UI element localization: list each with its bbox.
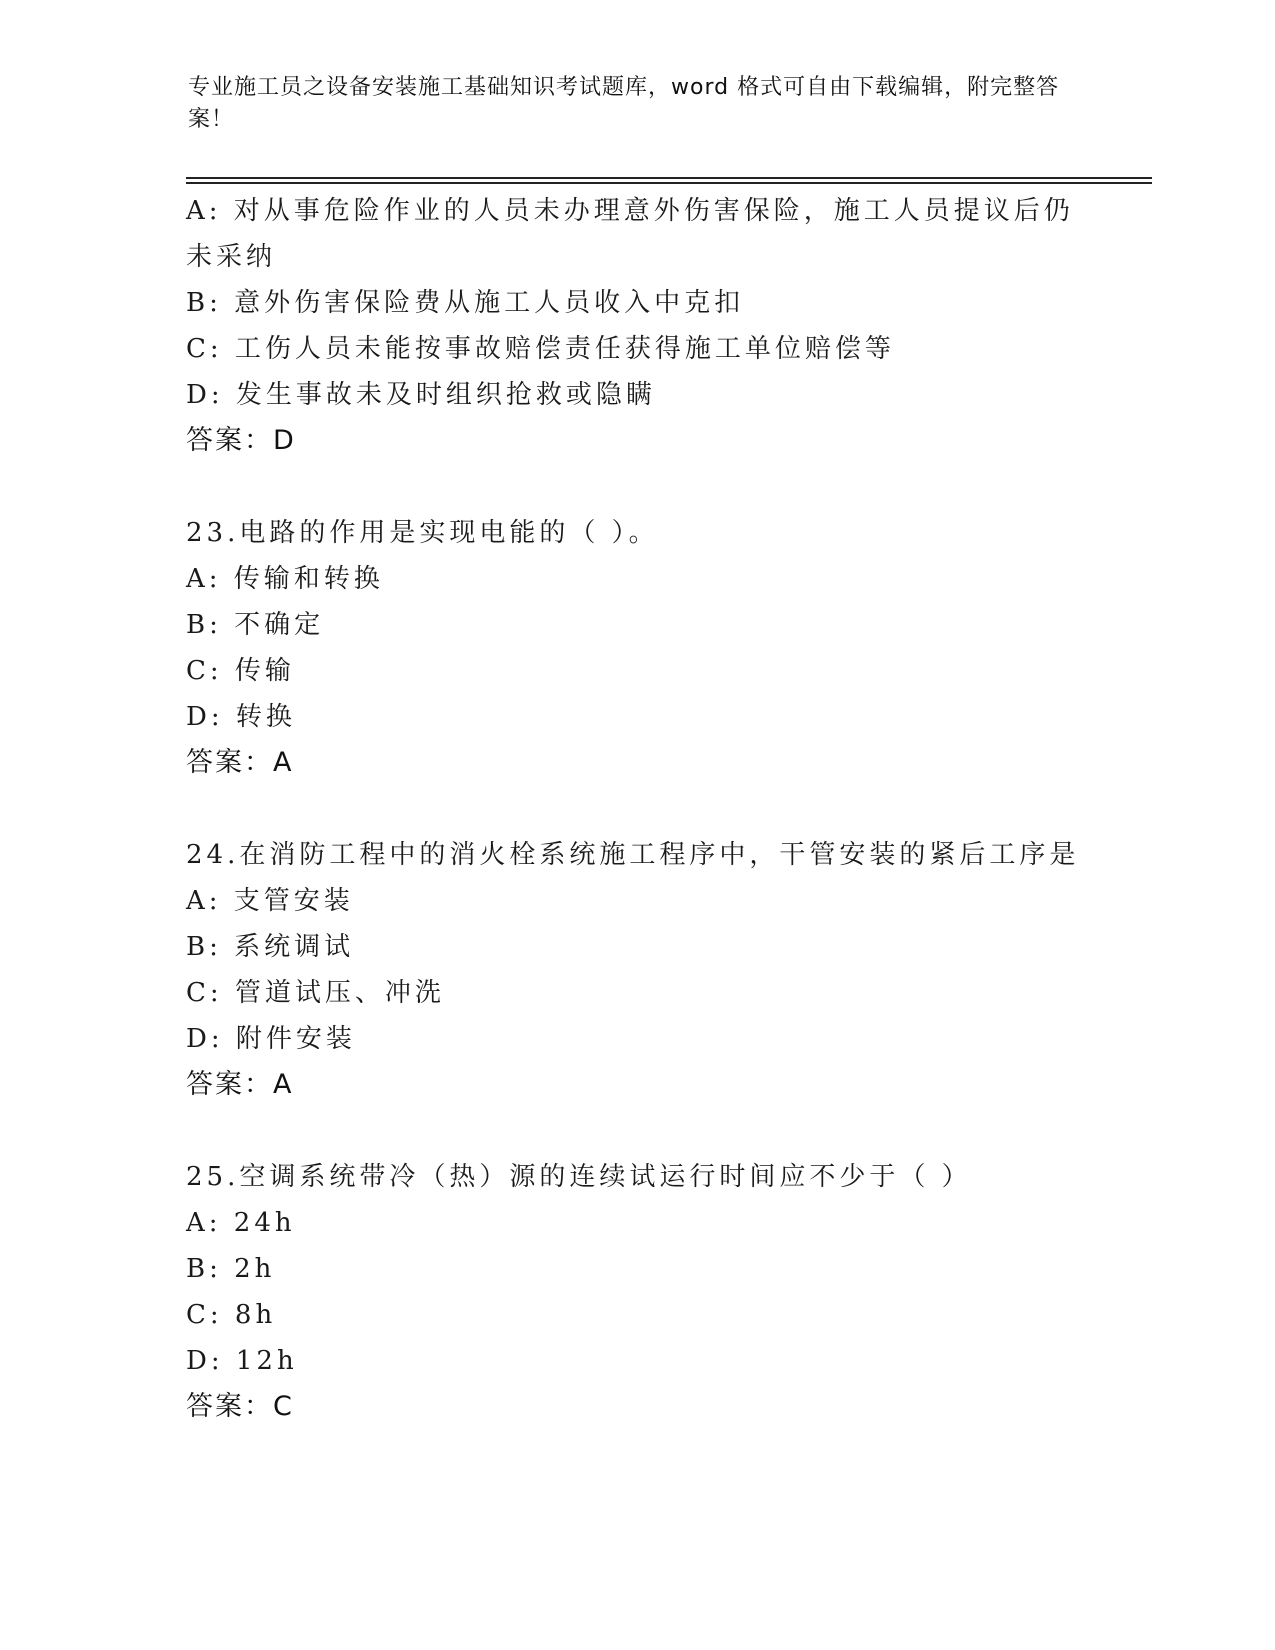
option-d: D: 发生事故未及时组织抢救或隐瞒 (186, 380, 656, 410)
option-c: C: 传输 (186, 656, 295, 686)
question-block-24 (186, 832, 1086, 1108)
option-a: A: 传输和转换 (186, 564, 384, 594)
option-a: A: 24h (186, 1208, 296, 1238)
option-b: B: 意外伤害保险费从施工人员收入中克扣 (186, 288, 745, 318)
option-c: C: 8h (186, 1300, 277, 1330)
question-block-25 (186, 1154, 1086, 1430)
question-text: 24.在消防工程中的消火栓系统施工程序中，干管安装的紧后工序是 (186, 840, 1080, 870)
option-c: C: 管道试压、冲洗 (186, 978, 445, 1008)
answer-line: 答案：D (186, 425, 296, 456)
option-d: D: 附件安装 (186, 1024, 356, 1054)
answer-line: 答案：A (186, 1069, 294, 1100)
question-text: 25.空调系统带冷（热）源的连续试运行时间应不少于（ ） (186, 1162, 972, 1192)
question-block-22 (186, 188, 1086, 464)
header-divider-bottom (186, 182, 1152, 184)
question-text: 23.电路的作用是实现电能的（ ）。 (186, 518, 659, 548)
answer-line: 答案：C (186, 1391, 294, 1422)
option-b: B: 2h (186, 1254, 276, 1284)
option-d: D: 转换 (186, 702, 296, 732)
answer-line: 答案：A (186, 747, 294, 778)
header-divider-top (186, 177, 1152, 179)
option-a: A: 对从事危险作业的人员未办理意外伤害保险，施工人员提议后仍未采纳 (186, 196, 1074, 272)
document-header: 专业施工员之设备安装施工基础知识考试题库，word 格式可自由下载编辑，附完整答案！ (188, 75, 1060, 132)
option-a: A: 支管安装 (186, 886, 354, 916)
question-block-23 (186, 510, 1086, 786)
option-b: B: 不确定 (186, 610, 325, 640)
option-c: C: 工伤人员未能按事故赔偿责任获得施工单位赔偿等 (186, 334, 895, 364)
option-b: B: 系统调试 (186, 932, 355, 962)
option-d: D: 12h (186, 1346, 298, 1376)
question-list (186, 188, 1086, 1430)
